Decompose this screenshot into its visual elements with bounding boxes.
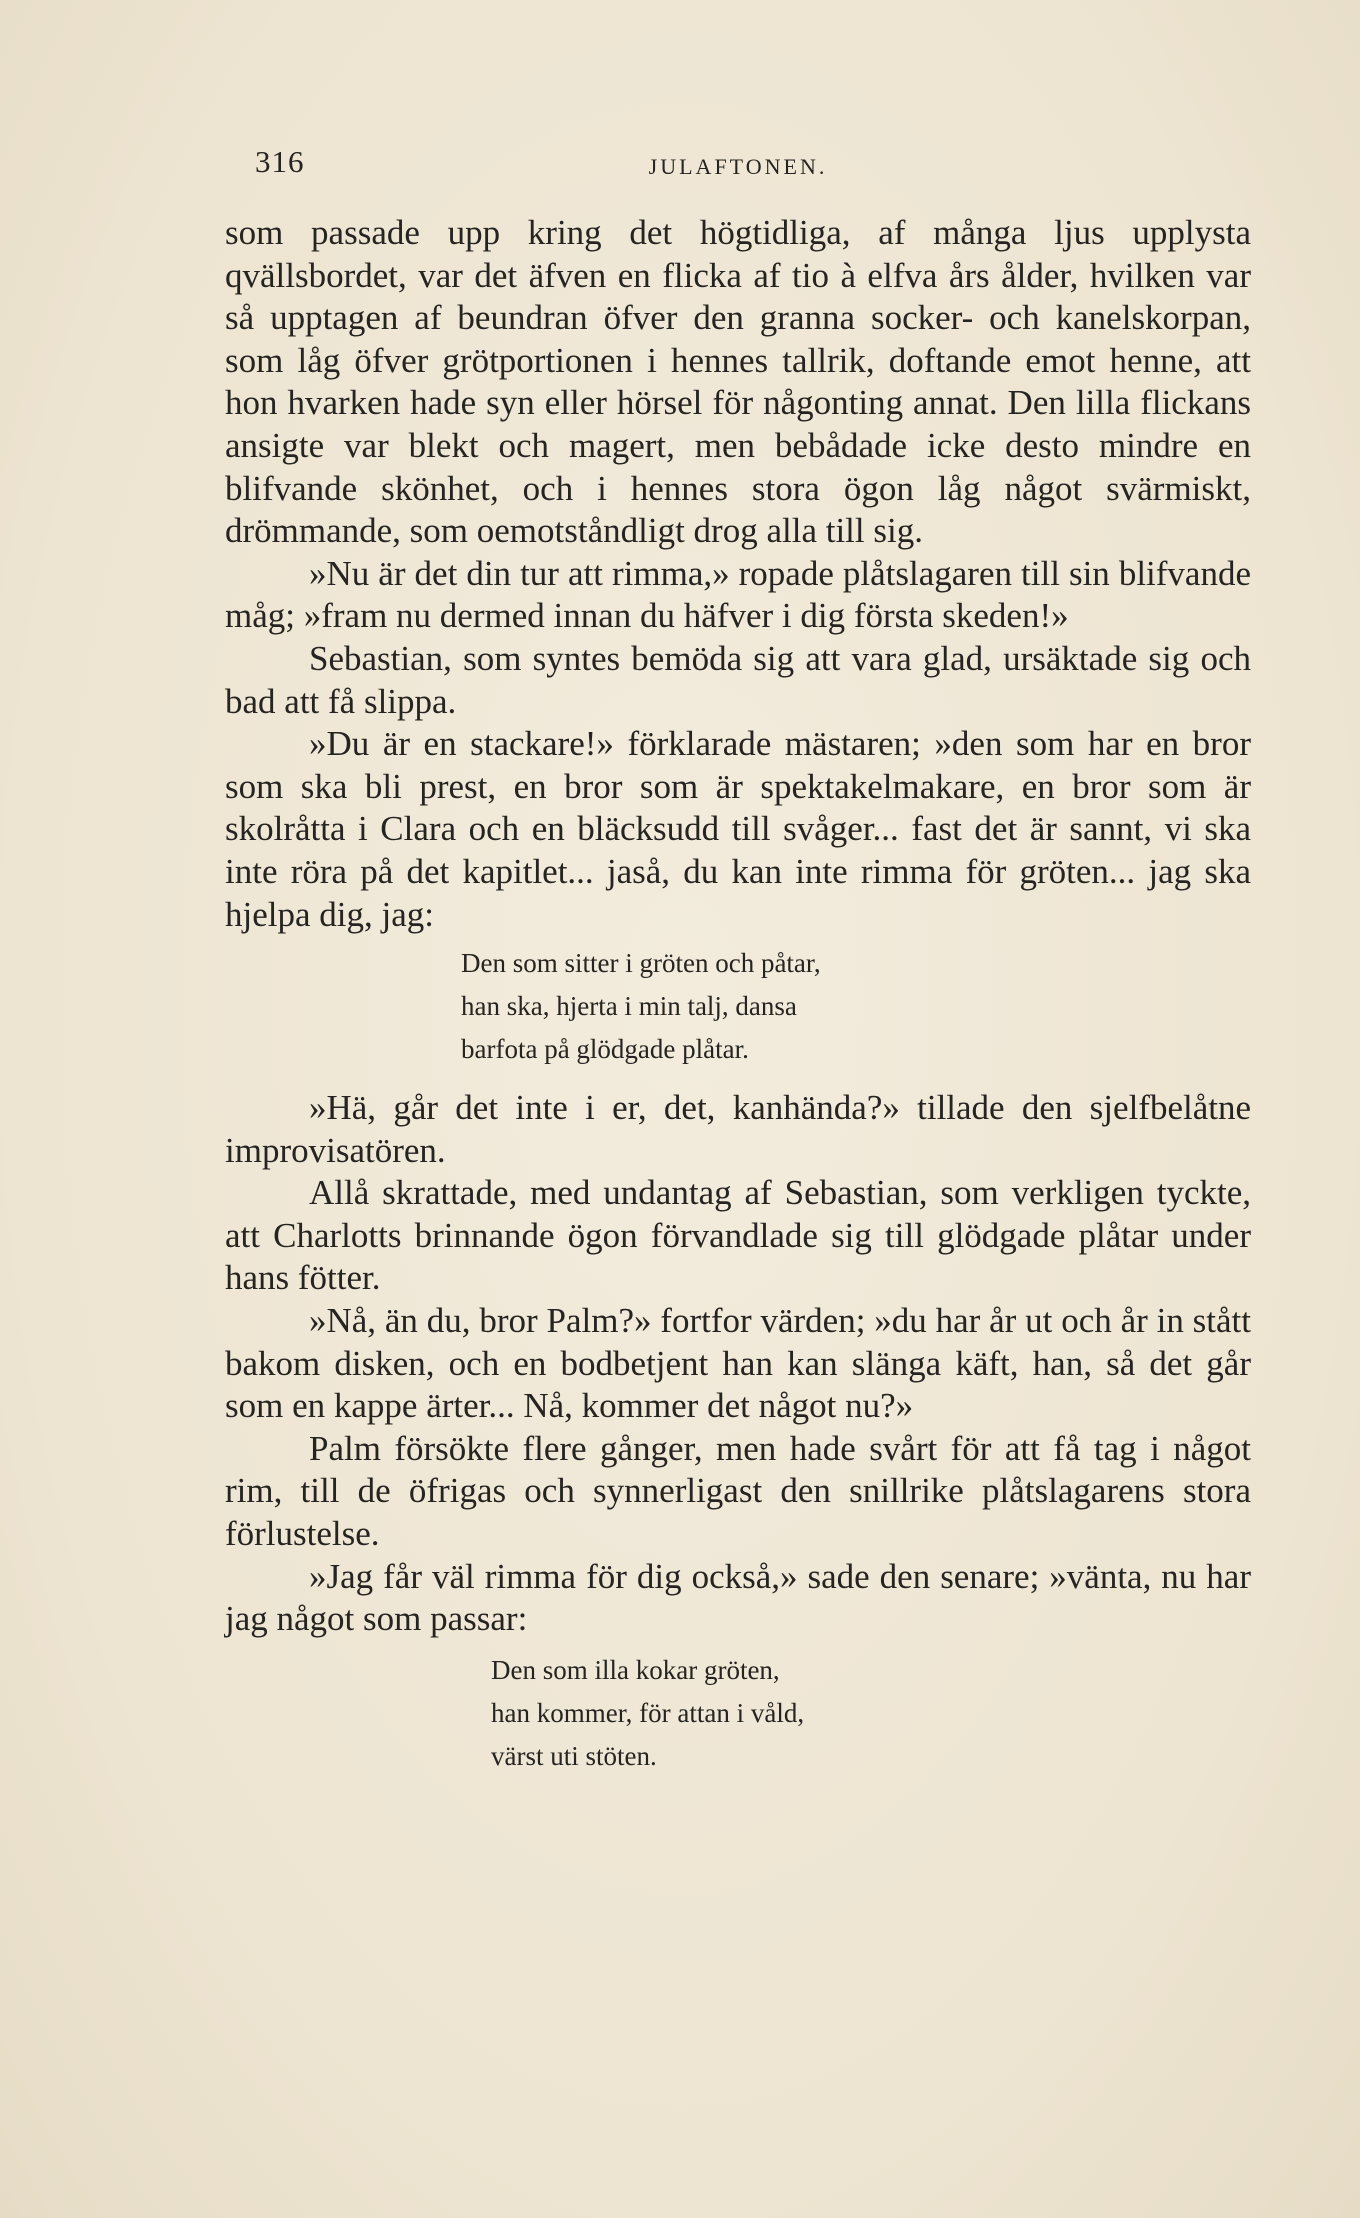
paragraph: »Du är en stackare!» förklarade mästaren; »den som har en bror som ska bli prest, en bror som är spektakelmakare, en bror som är skolråtta i Clara och en bläcksudd till svåger... fast det är sannt, vi ska inte röra på det kapitlet... jaså, du kan inte rimma för gröten... jag ska hjelpa dig, jag: xyxy=(225,724,1251,934)
verse-block xyxy=(491,1649,1251,1778)
verse-line: han ska, hjerta i min talj, dansa xyxy=(461,991,797,1022)
running-title: JULAFTONEN. xyxy=(648,154,828,179)
paragraph: »Nå, än du, bror Palm?» fortfor värden; »du har år ut och år in stått bakom disken, och en bodbetjent han kan slänga käft, han, så det går som en kappe ärter... Nå, kommer det något nu?» xyxy=(225,1301,1251,1426)
verse-line: värst uti stöten. xyxy=(491,1740,657,1771)
paragraph: »Jag får väl rimma för dig också,» sade den senare; »vänta, nu har jag något som passar: xyxy=(225,1556,1251,1639)
verse-line: Den som illa kokar gröten, xyxy=(491,1654,780,1685)
page-number: 316 xyxy=(255,144,305,179)
verse-line: Den som sitter i gröten och påtar, xyxy=(461,948,821,979)
verse-line: barfota på glödgade plåtar. xyxy=(461,1034,749,1065)
verse-block xyxy=(461,942,1251,1071)
paragraph: Allå skrattade, med undantag af Sebastian, som verkligen tyckte, att Charlotts brinnande ögon förvandlade sig till glödgade plåtar under hans fötter. xyxy=(225,1173,1251,1298)
running-head xyxy=(225,140,1251,190)
paragraph: »Hä, går det inte i er, det, kanhända?» tillade den sjelfbelåtne improvisatören. xyxy=(225,1088,1251,1170)
paragraph: »Nu är det din tur att rimma,» ropade plåtslagaren till sin blifvande måg; »fram nu dermed innan du häfver i dig första skeden!» xyxy=(225,553,1251,636)
verse-line: han kommer, för attan i våld, xyxy=(491,1697,805,1728)
paragraph: som passade upp kring det högtidliga, af många ljus upplysta qvällsbordet, var det äfven en flicka af tio à elfva års ålder, hvilken var så upptagen af beundran öfver den granna socker- och kanelskorpan, som låg öfver grötportionen i hennes tallrik, doftande emot henne, att hon hvarken hade syn eller hörsel för någonting annat. Den lilla flickans ansigte var blekt och magert, men bebådade icke desto mindre en blifvande skönhet, och i hennes stora ögon låg något svärmiskt, drömmande, som oemotståndligt drog alla till sig. xyxy=(225,213,1251,551)
body-text xyxy=(225,212,1251,1794)
paragraph: Palm försökte flere gånger, men hade svårt för att få tag i något rim, till de öfrigas och synnerligast den snillrike plåtslagarens stora förlustelse. xyxy=(225,1428,1251,1554)
paragraph: Sebastian, som syntes bemöda sig att vara glad, ursäktade sig och bad att få slippa. xyxy=(225,638,1251,721)
